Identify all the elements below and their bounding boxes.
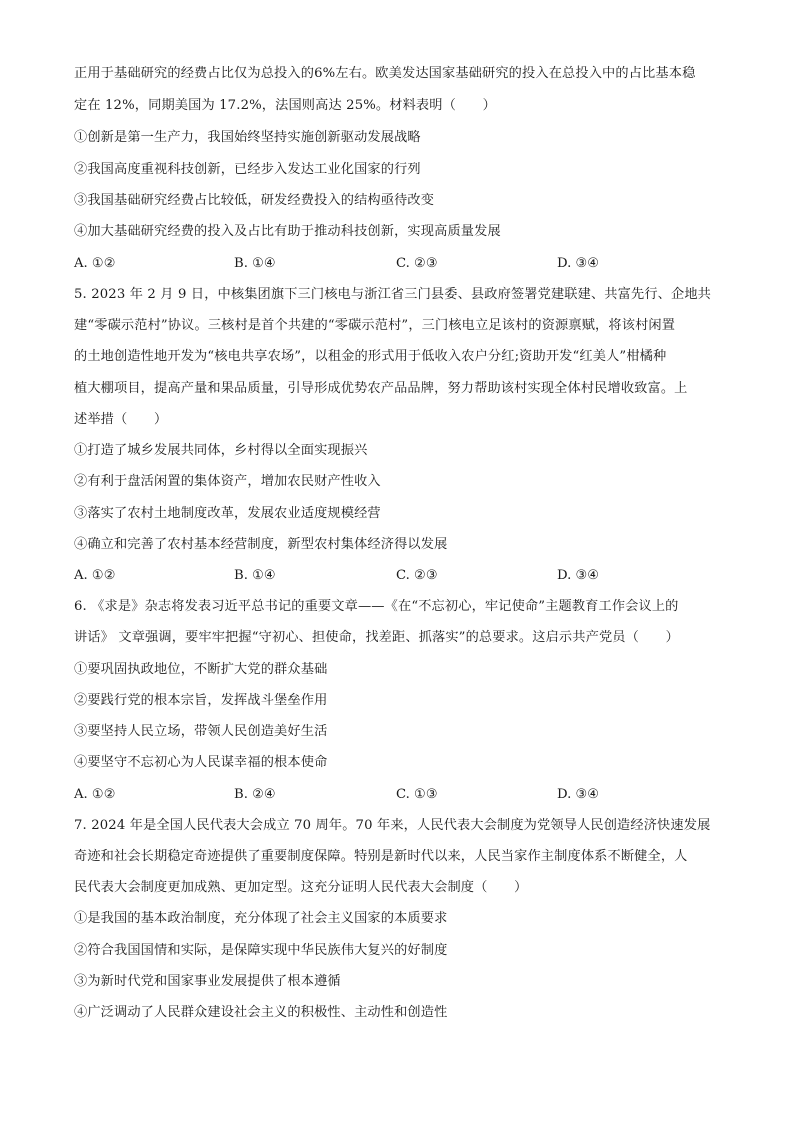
question-stem-line: 6. 《求是》杂志将发表习近平总书记的重要文章——《在“不忘初心，牢记使命”主题教育工作会议上的 (74, 599, 679, 614)
statement-item: ④确立和完善了农村基本经营制度，新型农村集体经济得以发展 (74, 537, 448, 552)
option-d: D. ③④ (557, 256, 600, 271)
statement-item: ①创新是第一生产力，我国始终坚持实施创新驱动发展战略 (74, 130, 421, 145)
statement-item: ④要坚守不忘初心为人民谋幸福的根本使命 (74, 755, 328, 770)
statement-item: ①打造了城乡发展共同体，乡村得以全面实现振兴 (74, 443, 368, 458)
option-a: A. ①② (74, 568, 116, 583)
statement-item: ③要坚持人民立场，带领人民创造美好生活 (74, 724, 328, 739)
statement-item: ③落实了农村土地制度改革，发展农业适度规模经营 (74, 506, 381, 521)
question-stem-line: 5. 2023 年 2 月 9 日，中核集团旗下三门核电与浙江省三门县委、县政府签署党建联建、共富先行、企地共 (74, 287, 712, 302)
option-b: B. ②④ (234, 787, 276, 802)
option-c: C. ①③ (396, 787, 438, 802)
question-stem-line: 植大棚项目，提高产量和果品质量，引导形成优势农产品品牌，努力帮助该村实现全体村民增收致富。上 (74, 381, 688, 396)
statement-item: ④加大基础研究经费的投入及占比有助于推动科技创新，实现高质量发展 (74, 224, 501, 239)
option-d: D. ③④ (557, 568, 600, 583)
statement-item: ②有利于盘活闲置的集体资产，增加农民财产性收入 (74, 474, 381, 489)
question-stem-line: 的土地创造性地开发为“核电共享农场”，以租金的形式用于低收入农户分红;资助开发“红美人”柑橘种 (74, 349, 667, 364)
statement-item: ①是我国的基本政治制度，充分体现了社会主义国家的本质要求 (74, 911, 448, 926)
option-a: A. ①② (74, 787, 116, 802)
statement-item: ①要巩固执政地位，不断扩大党的群众基础 (74, 662, 328, 677)
option-b: B. ①④ (234, 256, 276, 271)
option-d: D. ③④ (557, 787, 600, 802)
statement-item: ③我国基础研究经费占比较低，研发经费投入的结构亟待改变 (74, 193, 435, 208)
question-stem-line: 奇迹和社会长期稳定奇迹提供了重要制度保障。特别是新时代以来，人民当家作主制度体系不断健全，人 (74, 849, 688, 864)
option-a: A. ①② (74, 256, 116, 271)
question-stem-line: 正用于基础研究的经费占比仅为总投入的6%左右。欧美发达国家基础研究的投入在总投入中的占比基本稳 (74, 66, 696, 81)
statement-item: ②符合我国国情和实际，是保障实现中华民族伟大复兴的好制度 (74, 943, 448, 958)
statement-item: ②我国高度重视科技创新，已经步入发达工业化国家的行列 (74, 162, 421, 177)
option-b: B. ①④ (234, 568, 276, 583)
question-stem-line: 讲话》 文章强调，要牢牢把握“守初心、担使命，找差距、抓落实”的总要求。这启示共产党员（ ） (74, 630, 679, 645)
question-stem-line: 定在 12%，同期美国为 17.2%，法国则高达 25%。材料表明（ ） (74, 98, 496, 113)
option-c: C. ②③ (396, 568, 438, 583)
question-stem-line: 述举措（ ） (74, 412, 168, 427)
statement-item: ②要践行党的根本宗旨，发挥战斗堡垒作用 (74, 693, 328, 708)
option-c: C. ②③ (396, 256, 438, 271)
question-stem-line: 建“零碳示范村”协议。三核村是首个共建的“零碳示范村”，三门核电立足该村的资源禀赋，将该村闲置 (74, 318, 676, 333)
statement-item: ③为新时代党和国家事业发展提供了根本遵循 (74, 974, 341, 989)
statement-item: ④广泛调动了人民群众建设社会主义的积极性、主动性和创造性 (74, 1005, 448, 1020)
question-stem-line: 7. 2024 年是全国人民代表大会成立 70 周年。70 年来，人民代表大会制度为党领导人民创造经济快速发展 (74, 818, 711, 833)
question-stem-line: 民代表大会制度更加成熟、更加定型。这充分证明人民代表大会制度（ ） (74, 880, 528, 895)
